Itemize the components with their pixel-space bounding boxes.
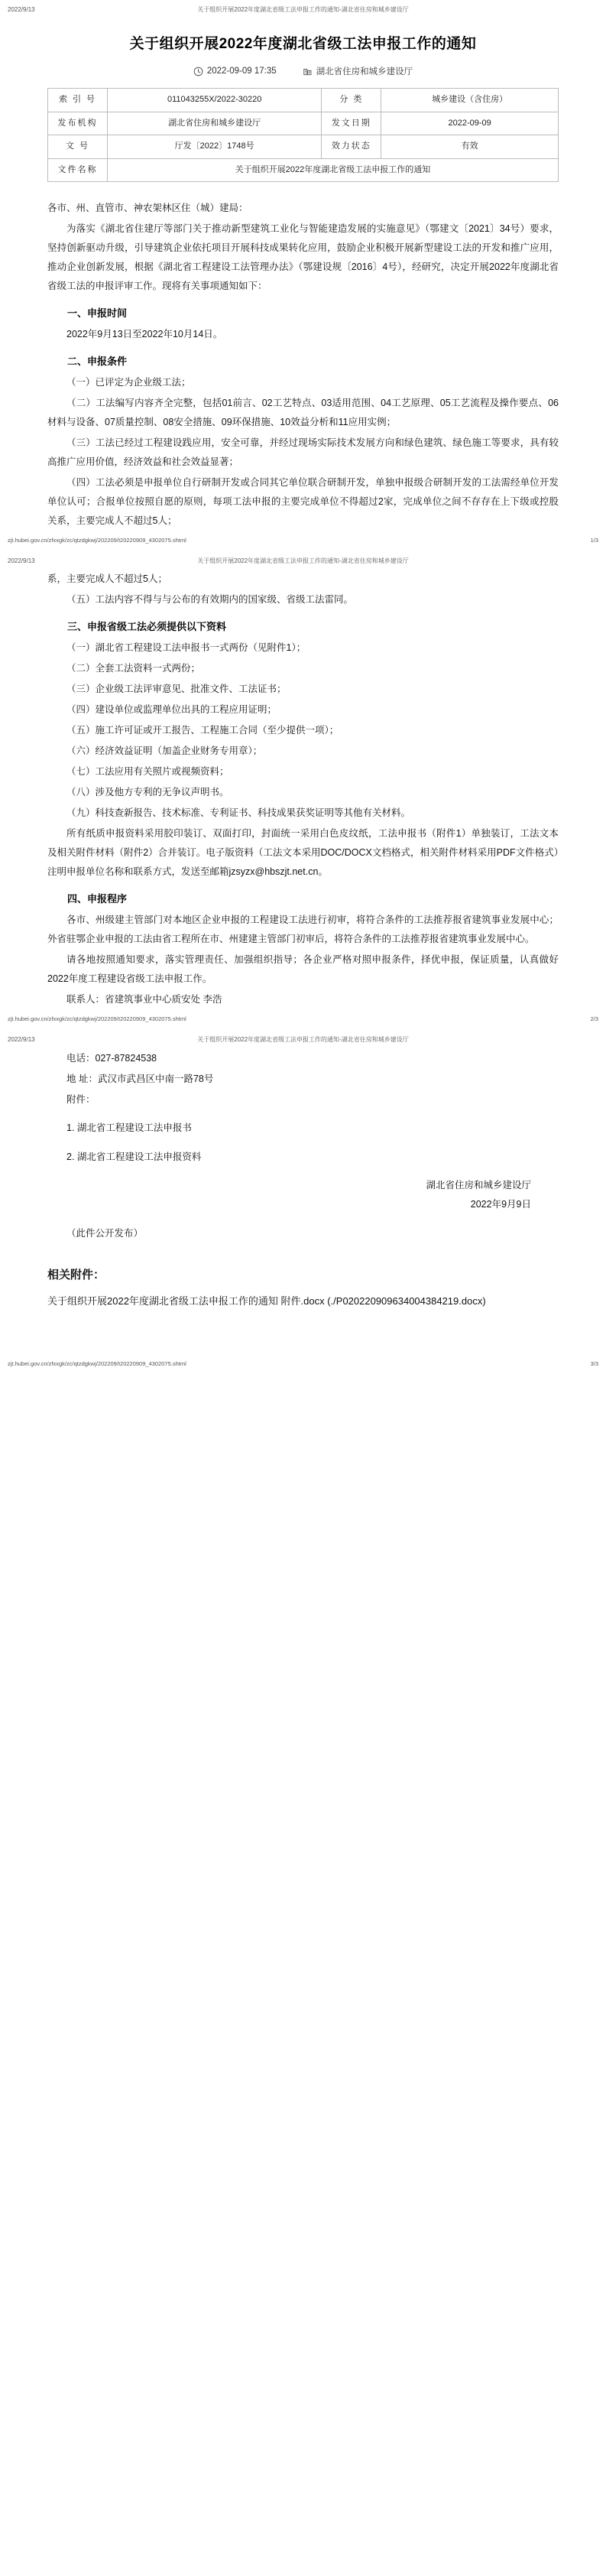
page-2-content <box>0 565 606 1009</box>
section-2-title: 二、申报条件 <box>67 355 128 367</box>
cell-value-status: 有效 <box>381 135 559 158</box>
building-icon <box>303 67 313 76</box>
phone-line: 电话：027-87824538 <box>66 1052 157 1064</box>
page-3-content <box>0 1044 606 1356</box>
signature-org: 湖北省住房和城乡建设厅 <box>426 1180 531 1191</box>
section-3-item-2: （二）全套工法资料一式两份； <box>66 663 201 674</box>
running-footer-2 <box>0 1011 606 1030</box>
section-3-item-3: （三）企业级工法评审意见、批准文件、工法证书； <box>66 684 287 695</box>
section-1-title: 一、申报时间 <box>67 307 128 319</box>
intro-paragraph: 为落实《湖北省住建厅等部门关于推动新型建筑工业化与智能建造发展的实施意见》（鄂建文〔2021〕34号）要求，坚持创新驱动升级，引导建筑企业依托项目开展科技成果转化应用，鼓励企业积极开展新型建设工法的开发和推广应用，推动企业创新发展，根据《湖北省工程建设工法管理办法》（鄂建设规〔2016〕4号），经研究，决定开展2022年度湖北省省级工法的申报评审工作。现将有关事项通知如下： <box>47 223 559 291</box>
running-header-date-3: 2022/9/13 <box>8 1036 35 1044</box>
clock-icon <box>193 67 203 76</box>
source-item <box>303 65 413 77</box>
page-1-content <box>0 14 606 531</box>
footer-pagenum-1: 1/3 <box>590 536 598 544</box>
bottom-spacer <box>47 1310 559 1356</box>
cell-value-publishdate: 2022-09-09 <box>381 112 559 135</box>
section-2-item-5: （五）工法内容不得与与公布的有效期内的国家级、省级工法雷同。 <box>66 594 354 606</box>
related-attachment-link[interactable]: 关于组织开展2022年度湖北省级工法申报工作的通知 附件.docx (./P020220909634004384219.docx) <box>47 1294 486 1307</box>
cell-value-index: 011043255X/2022-30220 <box>108 89 322 112</box>
section-2-item-4: （四）工法必须是申报单位自行研制开发或合同其它单位联合研制开发，单独申报级合研制开发的工法需经单位开发单位认可；合报单位按照自愿的原则，每项工法申报的主要完成单位不得超过2家，完成单位之间不存存在上下级或控股关系，主要完成人不超过5人； <box>47 476 559 526</box>
salutation: 各市、州、直管市、神农架林区住（城）建局： <box>47 202 248 213</box>
running-header-title-3: 关于组织开展2022年度湖北省级工法申报工作的通知-湖北省住房和城乡建设厅 <box>197 1036 409 1044</box>
publish-time-text: 2022-09-09 17:35 <box>206 67 277 76</box>
section-2-item-4-cont: 系，主要完成人不超过5人； <box>47 573 167 585</box>
footer-pagenum-3: 3/3 <box>590 1359 598 1367</box>
running-header-1 <box>0 0 606 14</box>
running-header-title: 关于组织开展2022年度湖北省级工法申报工作的通知-湖北省住房和城乡建设厅 <box>197 6 409 13</box>
signature-date: 2022年9月9日 <box>470 1199 531 1210</box>
running-footer-1 <box>0 532 606 551</box>
running-header-title-2: 关于组织开展2022年度湖北省级工法申报工作的通知-湖北省住房和城乡建设厅 <box>197 557 409 564</box>
cell-label-status: 效力状态 <box>322 135 381 158</box>
document-info-table <box>47 88 559 182</box>
table-row <box>48 158 559 181</box>
footer-url-3: zjt.hubei.gov.cn/zfxxgk/zc/qtzdgkwj/202209/t20220909_4302075.shtml <box>8 1359 186 1367</box>
running-footer-3 <box>0 1356 606 1375</box>
section-3-item-8: （八）涉及他方专利的无争议声明书。 <box>66 787 229 798</box>
section-3-item-1: （一）湖北省工程建设工法申报书一式两份（见附件1）； <box>66 642 306 654</box>
section-2-item-2: （二）工法编写内容齐全完整，包括01前言、02工艺特点、03适用范围、04工艺原理、05工艺流程及操作要点、06材料与设备、07质量控制、08安全措施、09环保措施、10效益分析和11应用实例； <box>47 397 559 427</box>
printed-page-2 <box>0 551 606 1030</box>
section-2-item-3: （三）工法已经过工程建设践应用，安全可靠，并经过现场实际技术发展方向和绿色建筑、绿色施工等要求，具有较高推广应用价值，经济效益和社会效益显著； <box>47 437 559 467</box>
source-text: 湖北省住房和城乡建设厅 <box>316 67 413 77</box>
section-3-item-6: （六）经济效益证明（加盖企业财务专用章）； <box>66 746 263 757</box>
cell-label-publishdate: 发文日期 <box>322 112 381 135</box>
running-header-3 <box>0 1030 606 1044</box>
section-3-title: 三、申报省级工法必须提供以下资料 <box>67 621 227 633</box>
section-4-paragraph-1: 各市、州级建主管部门对本地区企业申报的工程建设工法进行初审，将符合条件的工法推荐报省建筑事业发展中心；外省驻鄂企业申报的工法由省工程所在市、州建建主管部门初审后，将符合条件的工法推荐报省建筑事业发展中心。 <box>47 914 559 945</box>
table-row <box>48 112 559 135</box>
running-header-date-2: 2022/9/13 <box>8 557 35 564</box>
address-line: 地 址：武汉市武昌区中南一路78号 <box>66 1073 214 1084</box>
related-attachments-heading: 相关附件： <box>47 1268 105 1282</box>
table-row <box>48 135 559 158</box>
document-meta <box>47 65 559 77</box>
cell-label-docnumber: 文 号 <box>48 135 108 158</box>
cell-label-publisher: 发布机构 <box>48 112 108 135</box>
footer-pagenum-2: 2/3 <box>590 1015 598 1023</box>
cell-label-index: 索 引 号 <box>48 89 108 112</box>
footer-url-2: zjt.hubei.gov.cn/zfxxgk/zc/qtzdgkwj/202209/t20220909_4302075.shtml <box>8 1015 186 1023</box>
cell-label-category: 分 类 <box>322 89 381 112</box>
printed-page-1 <box>0 0 606 551</box>
cell-value-category: 城乡建设（含住房） <box>381 89 559 112</box>
attachment-item-1: 1. 湖北省工程建设工法申报书 <box>66 1122 192 1134</box>
page-title: 关于组织开展2022年度湖北省级工法申报工作的通知 <box>129 36 477 53</box>
cell-value-docnumber: 厅发〔2022〕1748号 <box>108 135 322 158</box>
section-3-item-10: 所有纸质申报资料采用胶印装订、双面打印，封面统一采用白色皮纹纸，工法申报书（附件1）单独装订，工法文本及相关附件材料（附件2）合并装订。电子版资料（工法文本采用DOC/DOCX文档格式，相关附件材料采用PDF文件格式）注明申报单位名称和联系方式，发送至邮箱jzsyzx@hbszjt.net.cn。 <box>47 828 559 878</box>
contact-line: 联系人：省建筑事业中心质安处 李浩 <box>66 994 222 1005</box>
publish-time-item <box>193 67 277 76</box>
section-4-title: 四、申报程序 <box>67 893 128 905</box>
section-4-paragraph-2: 请各地按照通知要求，落实管理责任、加强组织指导；各企业严格对照申报条件，择优申报，保证质量，认真做好2022年度工程建设省级工法申报工作。 <box>47 954 559 985</box>
printed-page-3 <box>0 1030 606 1374</box>
publish-note: （此件公开发布） <box>66 1227 144 1239</box>
running-header-2 <box>0 551 606 565</box>
table-row <box>48 89 559 112</box>
attachment-item-2: 2. 湖北省工程建设工法申报资料 <box>66 1151 202 1162</box>
section-2-item-1: （一）已评定为企业级工法； <box>66 376 191 388</box>
section-1-paragraph: 2022年9月13日至2022年10月14日。 <box>66 328 223 339</box>
footer-url-1: zjt.hubei.gov.cn/zfxxgk/zc/qtzdgkwj/202209/t20220909_4302075.shtml <box>8 536 186 544</box>
section-3-item-9: （九）科技查新报告、技术标准、专利证书、科技成果获奖证明等其他有关材料。 <box>66 807 411 819</box>
section-3-item-7: （七）工法应用有关照片或视频资料； <box>66 766 229 778</box>
running-header-date: 2022/9/13 <box>8 6 35 13</box>
attachments-label: 附件： <box>66 1093 96 1105</box>
section-3-item-5: （五）施工许可证或开工报告、工程施工合同（至少提供一项）； <box>66 725 339 736</box>
section-3-item-4: （四）建设单位或监理单位出具的工程应用证明； <box>66 704 277 716</box>
cell-value-publisher: 湖北省住房和城乡建设厅 <box>108 112 322 135</box>
cell-value-filename: 关于组织开展2022年度湖北省级工法申报工作的通知 <box>108 158 559 181</box>
cell-label-filename: 文件名称 <box>48 158 108 181</box>
